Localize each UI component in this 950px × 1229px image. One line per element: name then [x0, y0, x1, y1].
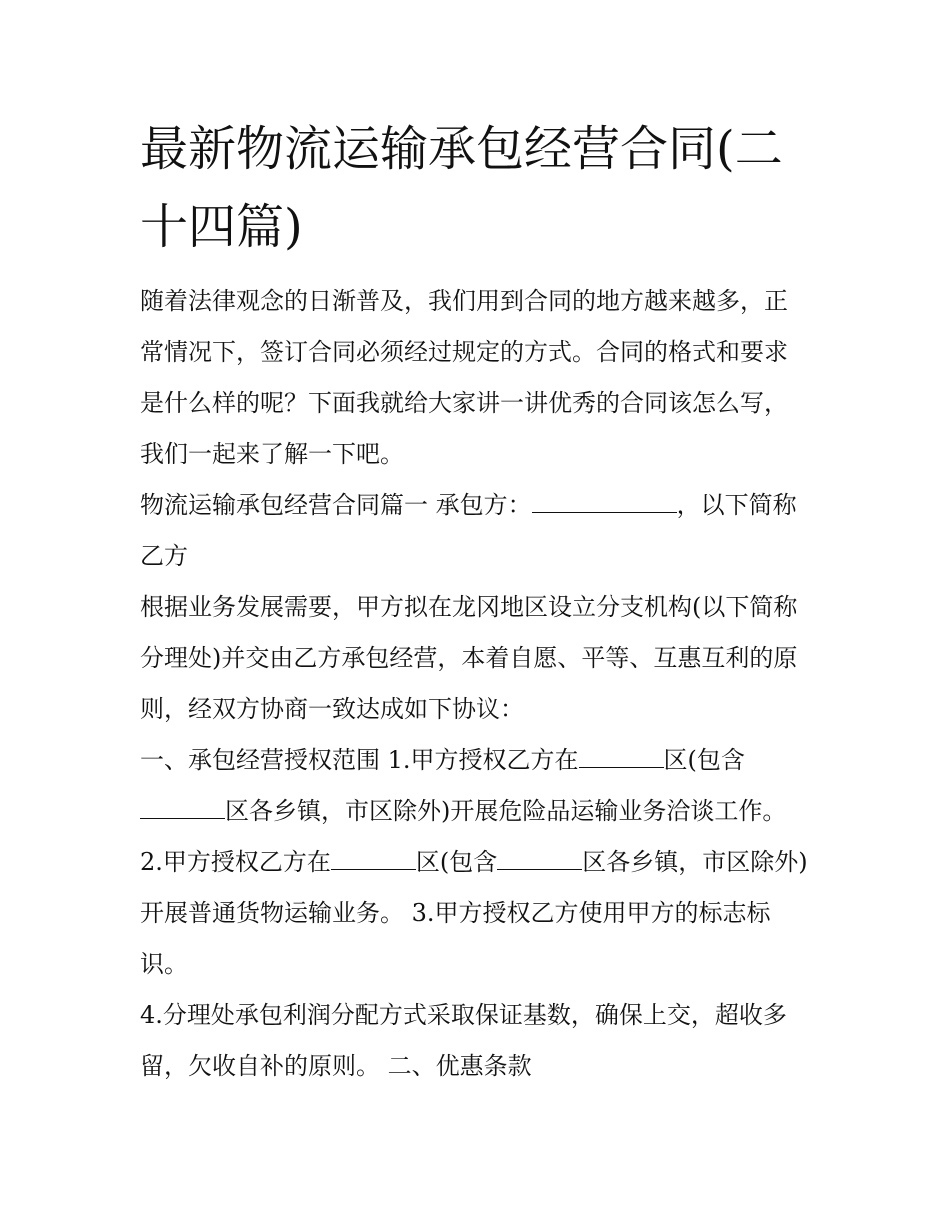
document-title: 最新物流运输承包经营合同(二十四篇)	[140, 121, 783, 255]
contractor-paragraph	[140, 480, 810, 582]
clause-2-text-a: 2.甲方授权乙方在	[140, 848, 331, 876]
clause-1-text-b: 区(包含	[663, 746, 745, 774]
clause-1-blank-included	[140, 798, 225, 819]
preamble-paragraph: 根据业务发展需要，甲方拟在龙冈地区设立分支机构(以下简称分理处)并交由乙方承包经营，本着自愿、平等、互惠互利的原则，经双方协商一致达成如下协议：	[140, 593, 798, 723]
contractor-suffix: ，以下简称乙方	[140, 491, 797, 570]
clause-4-paragraph: 4.分理处承包利润分配方式采取保证基数，确保上交，超收多留，欠收自补的原则。 二、优惠条款	[140, 1001, 787, 1080]
clause-1-text-a: 一、承包经营授权范围 1.甲方授权乙方在	[140, 746, 579, 774]
clause-1-paragraph	[140, 735, 810, 837]
clause-2-blank-district	[331, 849, 416, 870]
clause-2-text-c: 区各乡镇，市区除外)开展普通货物运输业务。 3.甲方授权乙方使用甲方的标志标识。	[140, 848, 808, 978]
contractor-label: 物流运输承包经营合同篇一 承包方：	[140, 491, 532, 519]
document-page	[140, 110, 810, 1092]
contractor-blank	[532, 492, 677, 513]
clause-2-blank-included	[497, 849, 582, 870]
clause-2-text-b: 区(包含	[415, 848, 498, 876]
clause-1-blank-district	[579, 747, 664, 768]
clause-1-text-c: 区各乡镇，市区除外)开展危险品运输业务洽谈工作。	[225, 797, 787, 825]
clause-2-paragraph	[140, 837, 810, 990]
intro-paragraph: 随着法律观念的日渐普及，我们用到合同的地方越来越多，正常情况下，签订合同必须经过规定的方式。合同的格式和要求是什么样的呢？下面我就给大家讲一讲优秀的合同该怎么写，我们一起来了解一下吧。	[140, 287, 788, 468]
